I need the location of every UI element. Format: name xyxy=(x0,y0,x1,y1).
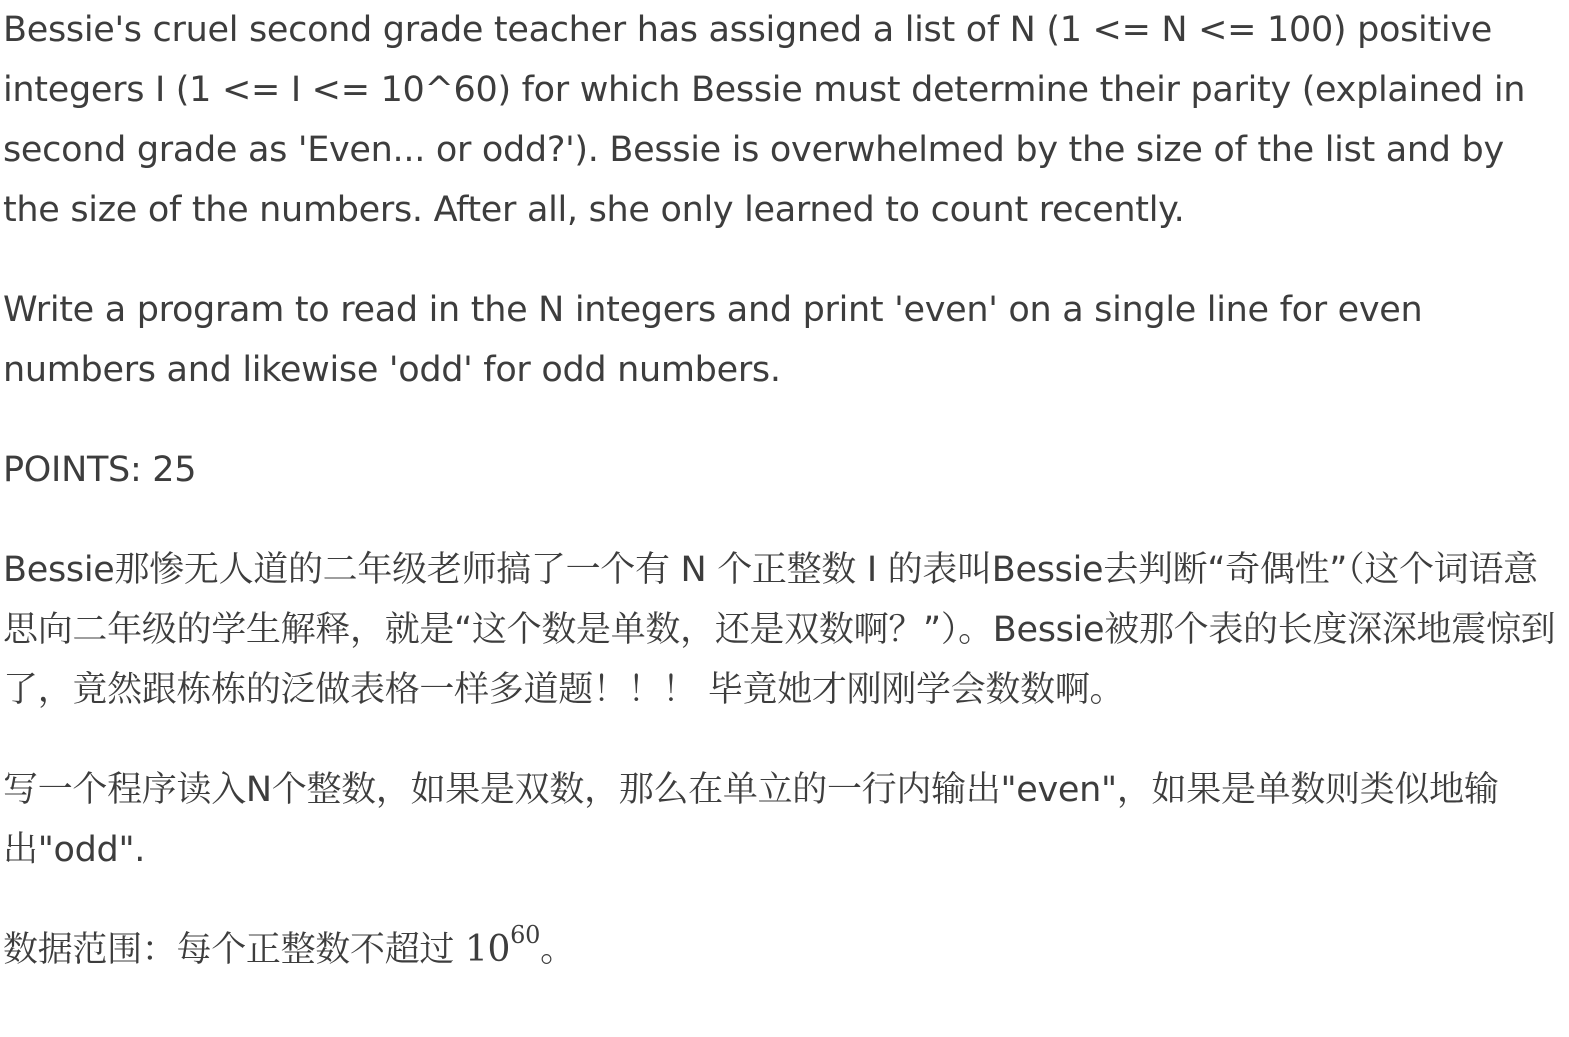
data-range-prefix: 数据范围：每个正整数不超过 xyxy=(3,930,455,970)
english-description: Bessie's cruel second grade teacher has assigned a list of N (1 <= N <= 100) positive integers I (1 <= I <= 10^60) for which Bessie must determine their parity (explained in second grade as 'Even... or odd?'). Bessie is overwhelmed by the size of the list and by the size of the numbers. After all, she only learned to count recently. xyxy=(3,10,1526,230)
chinese-task: 写一个程序读入N个整数，如果是双数，那么在单立的一行内输出"even"，如果是单数则类似地输出"odd". xyxy=(3,770,1499,870)
points-label: POINTS: 25 xyxy=(3,450,197,490)
data-range xyxy=(3,920,1565,980)
english-task: Write a program to read in the N integers and print 'even' on a single line for even numbers and likewise 'odd' for odd numbers. xyxy=(3,290,1423,390)
range-formula xyxy=(464,921,541,970)
range-exponent: 60 xyxy=(510,921,541,949)
data-range-suffix: 。 xyxy=(540,930,575,970)
range-base: 10 xyxy=(464,929,511,970)
chinese-description: Bessie那惨无人道的二年级老师搞了一个有 N 个正整数 I 的表叫Bessie去判断“奇偶性”（这个词语意思向二年级的学生解释，就是“这个数是单数，还是双数啊？”）。Bessie被那个表的长度深深地震惊到了，竟然跟栋栋的泛做表格一样多道题！！！ 毕竟她才刚刚学会数数啊。 xyxy=(3,550,1556,710)
